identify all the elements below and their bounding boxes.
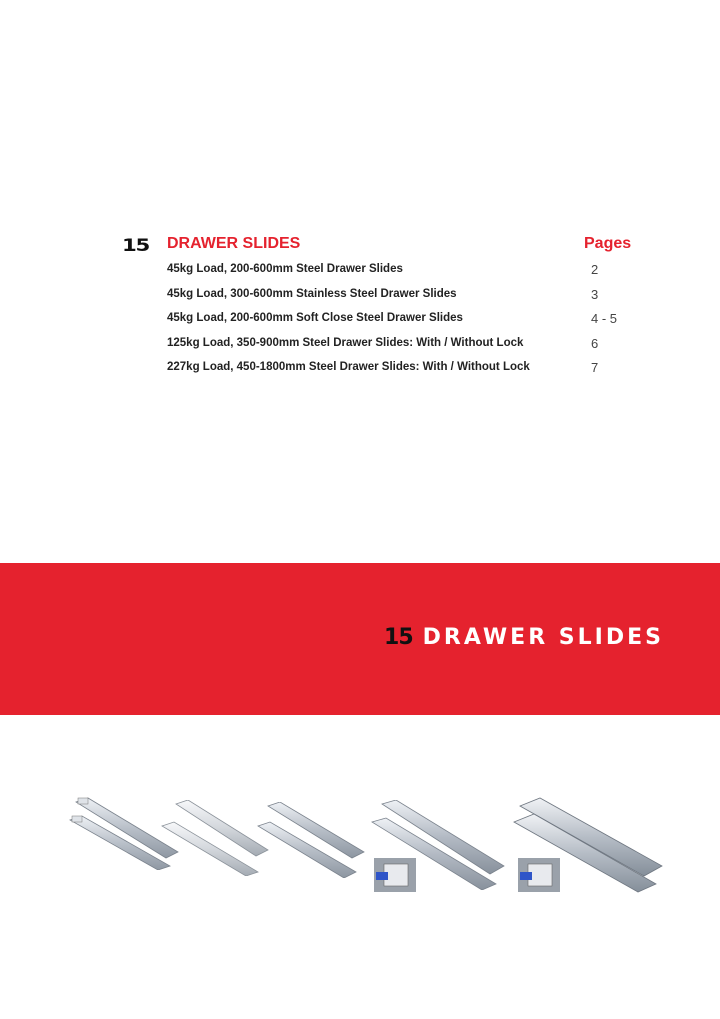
toc-list — [167, 263, 637, 386]
banner-number: 15 — [384, 625, 413, 650]
section-banner — [0, 563, 720, 715]
toc-item-label: 45kg Load, 200-600mm Steel Drawer Slides — [167, 263, 403, 275]
soft-close-drawer-slide-image — [256, 802, 368, 878]
lock-detail-image — [518, 858, 560, 892]
toc-item[interactable] — [167, 288, 637, 313]
toc-item-page: 7 — [591, 360, 599, 375]
toc-item[interactable] — [167, 361, 637, 386]
toc-item-page: 2 — [591, 262, 599, 277]
product-photos — [0, 790, 720, 910]
banner-title: DRAWER SLIDES — [422, 625, 664, 650]
toc-item[interactable] — [167, 337, 637, 362]
toc-item-label: 227kg Load, 450-1800mm Steel Drawer Slides: With / Without Lock — [167, 361, 530, 373]
toc-item-page: 3 — [591, 286, 599, 302]
toc-item[interactable] — [167, 312, 637, 337]
toc-item-label: 45kg Load, 300-600mm Stainless Steel Drawer Slides — [167, 287, 457, 300]
toc-item-page: 4 - 5 — [591, 311, 618, 326]
toc-item-label: 125kg Load, 350-900mm Steel Drawer Slides: With / Without Lock — [167, 336, 524, 349]
toc-item[interactable] — [167, 263, 637, 288]
banner-heading — [384, 625, 664, 650]
pages-heading: Pages — [584, 235, 632, 252]
section-number: 15 — [122, 236, 150, 256]
toc-item-page: 6 — [591, 335, 599, 351]
section-title: DRAWER SLIDES — [167, 235, 301, 252]
toc-item-label: 45kg Load, 200-600mm Soft Close Steel Drawer Slides — [167, 312, 463, 324]
lock-detail-image — [374, 858, 416, 892]
